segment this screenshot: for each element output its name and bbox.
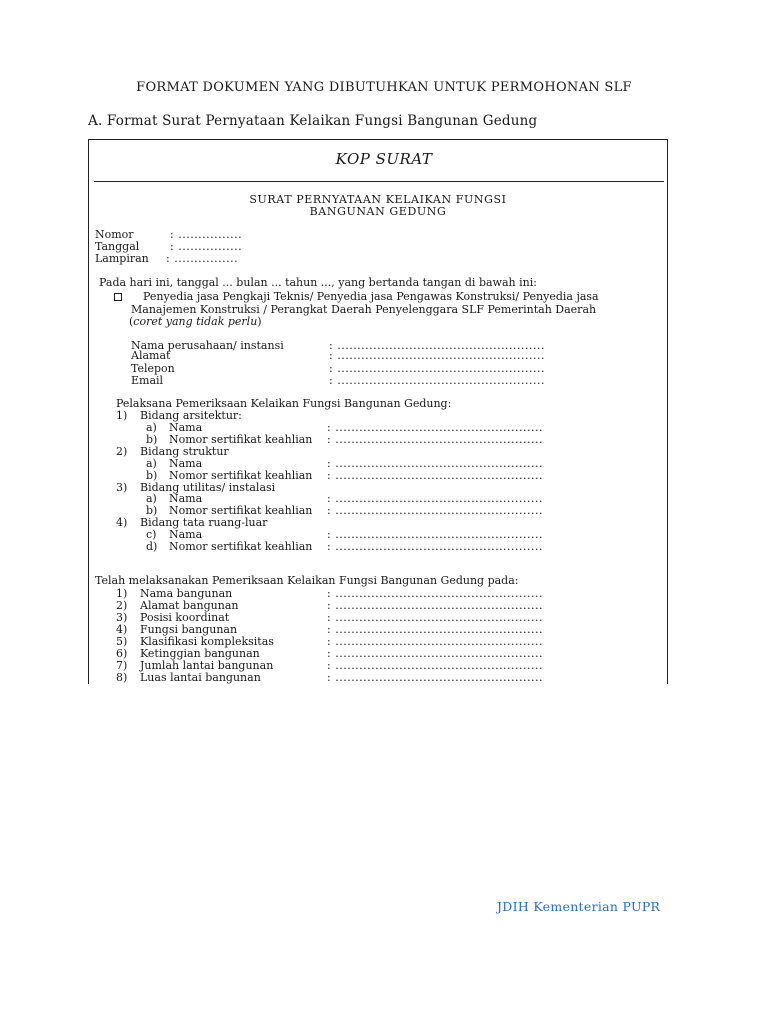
building-label: Klasifikasi kompleksitas [140, 635, 274, 648]
building-value: : .................................................... [327, 611, 544, 624]
lampiran-label: Lampiran [95, 252, 149, 265]
building-number: 6) [116, 647, 128, 660]
field-label: Nomor sertifikat keahlian [169, 504, 313, 517]
field-value: : .................................................... [327, 504, 544, 517]
sub-letter: a) [146, 492, 157, 505]
checkbox-icon [114, 293, 122, 301]
lampiran-value: : ................ [166, 252, 239, 265]
nomor-value: : ................ [170, 228, 243, 241]
building-value: : .................................................... [327, 671, 544, 684]
field-label: Nama [169, 421, 203, 434]
field-label: Bidang utilitas/ instalasi [140, 481, 276, 494]
building-label: Fungsi bangunan [140, 623, 238, 636]
field-label: Bidang struktur [140, 445, 229, 458]
letter-title-line-2: BANGUNAN GEDUNG [309, 205, 447, 218]
kop-surat: KOP SURAT [335, 150, 433, 168]
sub-letter: b) [146, 469, 158, 482]
footer-source: JDIH Kementerian PUPR [497, 899, 661, 914]
section-title: A. Format Surat Pernyataan Kelaikan Fungsi Bangunan Gedung [88, 113, 538, 129]
building-value: : .................................................... [327, 587, 544, 600]
company-name-label: Nama perusahaan/ instansi [131, 339, 284, 352]
letter-title-line-1: SURAT PERNYATAAN KELAIKAN FUNGSI [249, 193, 507, 206]
sub-letter: b) [146, 433, 158, 446]
field-value: : .................................................... [327, 540, 544, 553]
building-value: : .................................................... [327, 599, 544, 612]
field-label: Nomor sertifikat keahlian [169, 433, 313, 446]
building-label: Jumlah lantai bangunan [140, 659, 274, 672]
building-value: : .................................................... [327, 659, 544, 672]
field-label: Bidang arsitektur: [140, 409, 242, 422]
field-value: : .................................................... [327, 469, 544, 482]
field-label: Nomor sertifikat keahlian [169, 469, 313, 482]
building-value: : .................................................... [327, 647, 544, 660]
field-number: 2) [116, 445, 128, 458]
building-value: : .................................................... [327, 623, 544, 636]
provider-note: (coret yang tidak perlu) [129, 315, 262, 328]
field-label: Nama [169, 528, 203, 541]
building-label: Alamat bangunan [140, 599, 239, 612]
field-label: Bidang tata ruang-luar [140, 516, 268, 529]
building-number: 3) [116, 611, 128, 624]
field-value: : .................................................... [327, 492, 544, 505]
sub-letter: c) [146, 528, 157, 541]
field-label: Nama [169, 492, 203, 505]
sub-letter: a) [146, 457, 157, 470]
provider-line-1: Penyedia jasa Pengkaji Teknis/ Penyedia jasa Pengawas Konstruksi/ Penyedia jasa [143, 290, 599, 303]
building-label: Nama bangunan [140, 587, 233, 600]
building-label: Posisi koordinat [140, 611, 230, 624]
company-email-label: Email [131, 374, 164, 387]
inspectors-heading: Pelaksana Pemeriksaan Kelaikan Fungsi Bangunan Gedung: [116, 397, 452, 410]
building-number: 2) [116, 599, 128, 612]
building-number: 7) [116, 659, 128, 672]
company-address-value: : .................................................... [329, 349, 546, 362]
field-value: : .................................................... [327, 433, 544, 446]
letterhead-rule [94, 181, 664, 182]
company-name-value: : .................................................... [329, 339, 546, 352]
field-number: 4) [116, 516, 128, 529]
building-heading: Telah melaksanakan Pemeriksaan Kelaikan Fungsi Bangunan Gedung pada: [95, 574, 519, 587]
field-value: : .................................................... [327, 528, 544, 541]
building-number: 5) [116, 635, 128, 648]
building-label: Luas lantai bangunan [140, 671, 261, 684]
company-phone-value: : .................................................... [329, 362, 546, 375]
field-number: 3) [116, 481, 128, 494]
intro-text: Pada hari ini, tanggal ... bulan ... tahun ..., yang bertanda tangan di bawah ini: [99, 276, 537, 289]
document-heading: FORMAT DOKUMEN YANG DIBUTUHKAN UNTUK PERMOHONAN SLF [136, 80, 632, 95]
company-phone-label: Telepon [131, 362, 175, 375]
field-value: : .................................................... [327, 457, 544, 470]
company-email-value: : .................................................... [329, 374, 546, 387]
building-number: 1) [116, 587, 128, 600]
company-address-label: Alamat [131, 349, 171, 362]
sub-letter: d) [146, 540, 158, 553]
field-label: Nomor sertifikat keahlian [169, 540, 313, 553]
building-value: : .................................................... [327, 635, 544, 648]
building-label: Ketinggian bangunan [140, 647, 260, 660]
sub-letter: b) [146, 504, 158, 517]
sub-letter: a) [146, 421, 157, 434]
provider-line-2: Manajemen Konstruksi / Perangkat Daerah Penyelenggara SLF Pemerintah Daerah [131, 303, 597, 316]
nomor-label: Nomor [95, 228, 134, 241]
tanggal-label: Tanggal [95, 240, 140, 253]
field-value: : .................................................... [327, 421, 544, 434]
tanggal-value: : ................ [170, 240, 243, 253]
field-number: 1) [116, 409, 128, 422]
building-number: 4) [116, 623, 128, 636]
field-label: Nama [169, 457, 203, 470]
building-number: 8) [116, 671, 128, 684]
